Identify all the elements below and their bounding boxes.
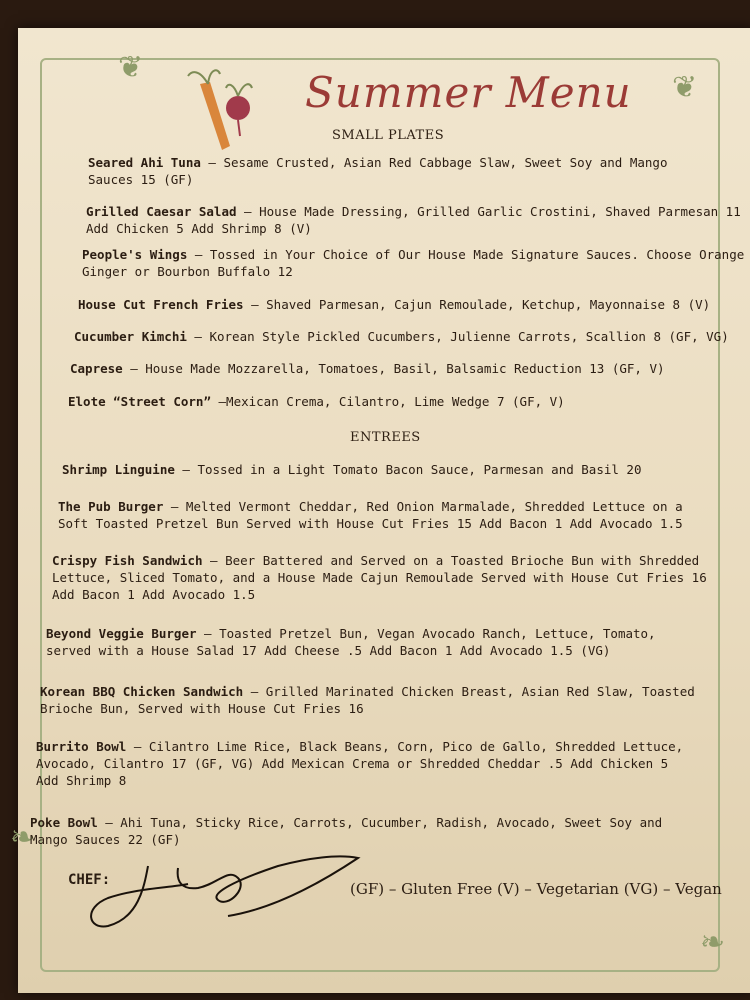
menu-item xyxy=(40,683,720,717)
menu-item xyxy=(70,360,750,377)
item-desc: – Shaved Parmesan, Cajun Remoulade, Ketchup, Mayonnaise 8 (V) xyxy=(243,297,711,312)
section-entrees: ENTREES xyxy=(350,430,421,445)
item-name: Shrimp Linguine xyxy=(62,462,175,477)
item-desc-cont: served with a House Salad 17 Add Cheese .5 Add Bacon 1 Add Avocado 1.5 (VG) xyxy=(46,643,611,658)
item-desc: – House Made Dressing, Grilled Garlic Crostini, Shaved Parmesan 11 xyxy=(236,204,741,219)
item-name: House Cut French Fries xyxy=(78,297,244,312)
item-desc-cont: Add Shrimp 8 xyxy=(36,773,127,788)
chef-signature-icon xyxy=(78,848,368,938)
flourish-bottom-right-icon: ❧ xyxy=(700,925,726,960)
menu-item xyxy=(62,461,742,478)
item-name: Poke Bowl xyxy=(30,815,98,830)
menu-item xyxy=(86,203,750,237)
dietary-legend: (GF) – Gluten Free (V) – Vegetarian (VG) – Vegan xyxy=(350,880,722,898)
menu-item xyxy=(30,814,710,848)
item-desc-cont: Avocado, Cilantro 17 (GF, VG) Add Mexican Crema or Shredded Cheddar .5 Add Chicken 5 xyxy=(36,756,669,771)
chef-label: CHEF: xyxy=(68,872,111,888)
item-desc-cont: Mango Sauces 22 (GF) xyxy=(30,832,181,847)
menu-item xyxy=(52,552,732,603)
flourish-bottom-left-icon: ❧ xyxy=(10,820,36,855)
item-desc: – Beer Battered and Served on a Toasted Brioche Bun with Shredded xyxy=(202,553,700,568)
item-name: People's Wings xyxy=(82,247,188,262)
item-name: Grilled Caesar Salad xyxy=(86,204,237,219)
item-desc: – Tossed in Your Choice of Our House Made Signature Sauces. Choose Orange xyxy=(187,247,745,262)
carrot-and-beet-icon xyxy=(180,64,260,156)
menu-item xyxy=(68,393,748,410)
section-small-plates: SMALL PLATES xyxy=(332,128,445,143)
item-name: Crispy Fish Sandwich xyxy=(52,553,203,568)
item-name: Burrito Bowl xyxy=(36,739,127,754)
item-desc-cont: Sauces 15 (GF) xyxy=(88,172,194,187)
menu-item xyxy=(58,498,738,532)
item-desc-cont: Add Bacon 1 Add Avocado 1.5 xyxy=(52,587,256,602)
menu-title: Summer Menu xyxy=(305,68,632,117)
item-desc: – Sesame Crusted, Asian Red Cabbage Slaw, Sweet Soy and Mango xyxy=(200,155,668,170)
flourish-top-right-icon: ❦ xyxy=(672,70,698,105)
item-desc: – Melted Vermont Cheddar, Red Onion Marmalade, Shredded Lettuce on a xyxy=(163,499,683,514)
item-name: The Pub Burger xyxy=(58,499,164,514)
item-name: Cucumber Kimchi xyxy=(74,329,187,344)
item-desc-cont: Brioche Bun, Served with House Cut Fries 16 xyxy=(40,701,364,716)
item-name: Seared Ahi Tuna xyxy=(88,155,201,170)
item-desc: –Mexican Crema, Cilantro, Lime Wedge 7 (GF, V) xyxy=(211,394,565,409)
item-desc: – Ahi Tuna, Sticky Rice, Carrots, Cucumber, Radish, Avocado, Sweet Soy and xyxy=(97,815,663,830)
menu-item xyxy=(88,154,750,188)
item-desc-cont: Soft Toasted Pretzel Bun Served with House Cut Fries 15 Add Bacon 1 Add Avocado 1.5 xyxy=(58,516,683,531)
item-name: Korean BBQ Chicken Sandwich xyxy=(40,684,244,699)
item-desc: – Korean Style Pickled Cucumbers, Julienne Carrots, Scallion 8 (GF, VG) xyxy=(186,329,729,344)
item-desc: – Tossed in a Light Tomato Bacon Sauce, Parmesan and Basil 20 xyxy=(174,462,642,477)
item-name: Caprese xyxy=(70,361,123,376)
item-name: Elote “Street Corn” xyxy=(68,394,211,409)
item-name: Beyond Veggie Burger xyxy=(46,626,197,641)
item-desc: – Grilled Marinated Chicken Breast, Asian Red Slaw, Toasted xyxy=(243,684,695,699)
item-desc-cont: Lettuce, Sliced Tomato, and a House Made Cajun Remoulade Served with House Cut Fries 16 xyxy=(52,570,707,585)
menu-item xyxy=(78,296,750,313)
menu-item xyxy=(46,625,726,659)
menu-item xyxy=(36,738,716,789)
item-desc-cont: Ginger or Bourbon Buffalo 12 xyxy=(82,264,293,279)
menu-item xyxy=(74,328,750,345)
item-desc-cont: Add Chicken 5 Add Shrimp 8 (V) xyxy=(86,221,312,236)
item-desc: – House Made Mozzarella, Tomatoes, Basil, Balsamic Reduction 13 (GF, V) xyxy=(122,361,665,376)
item-desc: – Cilantro Lime Rice, Black Beans, Corn, Pico de Gallo, Shredded Lettuce, xyxy=(126,739,684,754)
item-desc: – Toasted Pretzel Bun, Vegan Avocado Ranch, Lettuce, Tomato, xyxy=(196,626,656,641)
flourish-top-left-icon: ❦ xyxy=(118,50,144,85)
menu-item xyxy=(82,246,750,280)
